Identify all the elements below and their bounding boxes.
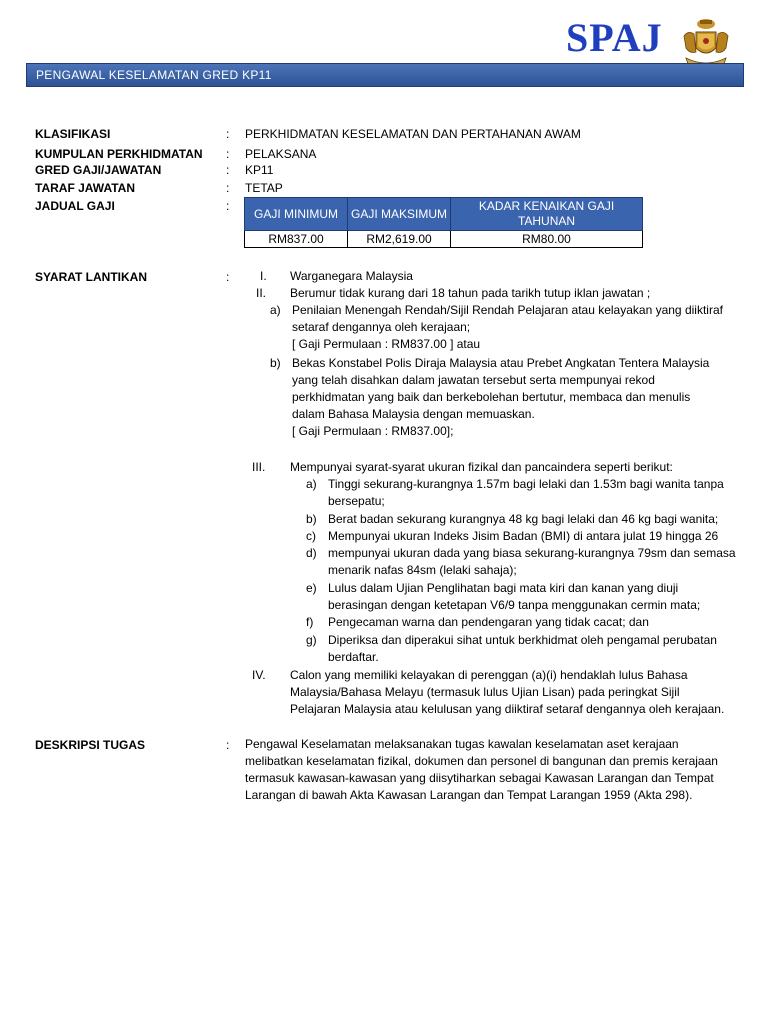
text-line: Calon yang memiliki kelayakan di perenggan (a)(i) hendaklah lulus Bahasa xyxy=(290,668,688,682)
salary-header-row xyxy=(245,198,643,231)
title-banner xyxy=(26,63,744,87)
klasifikasi-value: PERKHIDMATAN KESELAMATAN DAN PERTAHANAN AWAM xyxy=(245,127,581,141)
colon: : xyxy=(226,181,230,195)
text-line: bersepatu; xyxy=(328,494,385,508)
syarat-iii-a-num: a) xyxy=(306,477,317,491)
gred-label: GRED GAJI/JAWATAN xyxy=(35,163,162,177)
text-line: termasuk kawasan-kawasan yang diisytiharkan sebagai Kawasan Larangan dan Tempat xyxy=(245,771,714,785)
salary-table xyxy=(244,197,643,248)
text-line: Mempunyai ukuran Indeks Jisim Badan (BMI) di antara julat 19 hingga 26 xyxy=(328,529,719,543)
salary-header-max: GAJI MAKSIMUM xyxy=(348,198,451,231)
salary-header-increment: KADAR KENAIKAN GAJI TAHUNAN xyxy=(451,198,643,231)
gred-value: KP11 xyxy=(245,163,274,177)
syarat-iii-f-num: f) xyxy=(306,615,314,629)
syarat-ii-a-num: a) xyxy=(270,303,281,317)
syarat-ii-a-text xyxy=(292,302,752,353)
syarat-iii-c-num: c) xyxy=(306,529,316,543)
deskripsi-text xyxy=(245,736,760,804)
text-line: berdaftar. xyxy=(328,650,379,664)
syarat-ii-b-num: b) xyxy=(270,356,281,370)
text-line: perkhidmatan yang baik dan berkebolehan bertutur, membaca dan menulis xyxy=(292,390,691,404)
syarat-iii-g-num: g) xyxy=(306,633,317,647)
text-line: Larangan di bawah Akta Kawasan Larangan dan Tempat Larangan 1959 (Akta 298). xyxy=(245,788,693,802)
text-line: Bekas Konstabel Polis Diraja Malaysia atau Prebet Angkatan Tentera Malaysia xyxy=(292,356,710,370)
syarat-iii-e-text xyxy=(328,580,758,614)
text-line: Tinggi sekurang-kurangnya 1.57m bagi lelaki dan 1.53m bagi wanita tanpa xyxy=(328,477,724,491)
syarat-iii-d-text xyxy=(328,545,758,579)
kumpulan-value: PELAKSANA xyxy=(245,147,317,161)
text-line: Pengecaman warna dan pendengaran yang tidak cacat; dan xyxy=(328,615,649,629)
syarat-i-text: Warganegara Malaysia xyxy=(290,269,413,283)
text-line: [ Gaji Permulaan : RM837.00 ] atau xyxy=(292,337,481,351)
colon: : xyxy=(226,199,230,213)
jadual-label: JADUAL GAJI xyxy=(35,199,115,213)
klasifikasi-label: KLASIFIKASI xyxy=(35,127,111,141)
deskripsi-label: DESKRIPSI TUGAS xyxy=(35,738,146,752)
logo-text: SPAJ xyxy=(566,15,663,60)
syarat-iii-a-text xyxy=(328,476,758,510)
syarat-iii-text: Mempunyai syarat-syarat ukuran fizikal dan pancaindera seperti berikut: xyxy=(290,460,673,474)
text-line: berasingan dengan ketetapan V6/9 tanpa menggunakan cermin mata; xyxy=(328,598,701,612)
syarat-iv-num: IV. xyxy=(252,668,266,682)
salary-header-min: GAJI MINIMUM xyxy=(245,198,348,231)
colon: : xyxy=(226,163,230,177)
page-title: PENGAWAL KESELAMATAN GRED KP11 xyxy=(36,68,272,82)
salary-value-row xyxy=(245,231,643,248)
taraf-value: TETAP xyxy=(245,181,283,195)
syarat-iii-num: III. xyxy=(252,460,266,474)
syarat-iii-b-text xyxy=(328,511,758,528)
text-line: mempunyai ukuran dada yang biasa sekurang-kurangnya 79sm dan semasa xyxy=(328,546,736,560)
syarat-ii-num: II. xyxy=(256,286,267,300)
syarat-i-num: I. xyxy=(260,269,267,283)
text-line: Berat badan sekurang kurangnya 48 kg bagi lelaki dan 46 kg bagi wanita; xyxy=(328,512,719,526)
salary-min-value: RM837.00 xyxy=(245,231,348,248)
text-line: yang telah disahkan dalam jawatan tersebut serta mempunyai rekod xyxy=(292,373,655,387)
syarat-iii-g-text xyxy=(328,632,758,666)
text-line: Lulus dalam Ujian Penglihatan bagi mata kiri dan kanan yang diuji xyxy=(328,581,679,595)
text-line: Pelajaran Malaysia atau kelulusan yang diiktiraf setaraf dengannya oleh kerajaan. xyxy=(290,702,725,716)
colon: : xyxy=(226,127,230,141)
text-line: dalam Bahasa Malaysia dengan memuaskan. xyxy=(292,407,535,421)
colon: : xyxy=(226,147,230,161)
syarat-iii-b-num: b) xyxy=(306,512,317,526)
colon: : xyxy=(226,270,230,284)
text-line: [ Gaji Permulaan : RM837.00]; xyxy=(292,424,454,438)
syarat-iii-c-text xyxy=(328,528,758,545)
taraf-label: TARAF JAWATAN xyxy=(35,181,135,195)
text-line: Pengawal Keselamatan melaksanakan tugas kawalan keselamatan aset kerajaan xyxy=(245,737,679,751)
salary-max-value: RM2,619.00 xyxy=(348,231,451,248)
syarat-iii-e-num: e) xyxy=(306,581,317,595)
text-line: Malaysia/Bahasa Melayu (termasuk lulus Ujian Lisan) pada peringkat Sijil xyxy=(290,685,680,699)
colon: : xyxy=(226,738,230,752)
syarat-iii-d-num: d) xyxy=(306,546,317,560)
syarat-ii-text: Berumur tidak kurang dari 18 tahun pada tarikh tutup iklan jawatan ; xyxy=(290,286,651,300)
text-line: setaraf dengannya oleh kerajaan; xyxy=(292,320,471,334)
salary-increment-value: RM80.00 xyxy=(451,231,643,248)
kumpulan-label: KUMPULAN PERKHIDMATAN xyxy=(35,147,203,161)
syarat-iv-text xyxy=(290,667,760,718)
syarat-ii-b-text xyxy=(292,355,752,440)
syarat-label: SYARAT LANTIKAN xyxy=(35,270,148,284)
text-line: menarik nafas 84sm (lelaki sahaja); xyxy=(328,563,517,577)
text-line: Penilaian Menengah Rendah/Sijil Rendah Pelajaran atau kelayakan yang diiktiraf xyxy=(292,303,723,317)
text-line: Diperiksa dan diperakui sihat untuk berkhidmat oleh pengamal perubatan xyxy=(328,633,717,647)
syarat-iii-f-text xyxy=(328,614,758,631)
text-line: melibatkan keselamatan fizikal, dokumen dan personel di bangunan dan premis kerajaan xyxy=(245,754,718,768)
